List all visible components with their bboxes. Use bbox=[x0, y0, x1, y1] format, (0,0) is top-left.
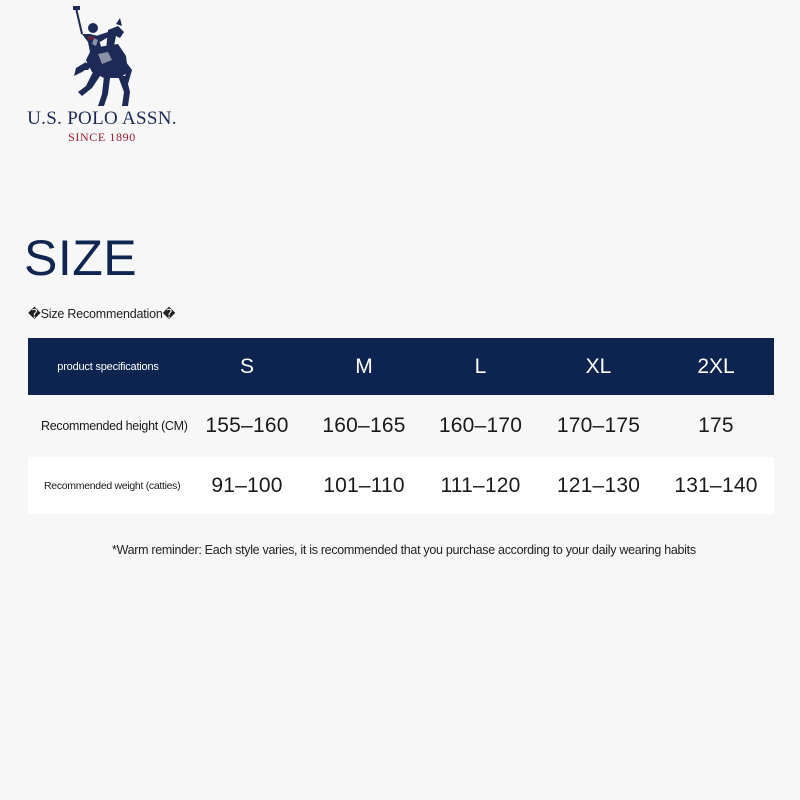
header-size-l: L bbox=[474, 354, 487, 378]
size-chart-table bbox=[28, 338, 774, 514]
row-label-weight: Recommended weight (catties) bbox=[44, 479, 181, 492]
polo-player-icon bbox=[68, 6, 134, 110]
table-header-row bbox=[28, 338, 774, 395]
weight-s: 91–100 bbox=[211, 473, 283, 497]
warm-reminder-note: *Warm reminder: Each style varies, it is recommended that you purchase according to your daily wearing habits bbox=[112, 543, 696, 557]
weight-l: 111–120 bbox=[440, 473, 521, 497]
header-size-2xl: 2XL bbox=[697, 354, 735, 378]
weight-2xl: 131–140 bbox=[674, 473, 758, 497]
height-2xl: 175 bbox=[698, 414, 734, 437]
brand-name: U.S. POLO ASSN. bbox=[27, 108, 177, 129]
height-xl: 170–175 bbox=[556, 414, 641, 437]
weight-m: 101–110 bbox=[323, 473, 405, 497]
weight-xl: 121–130 bbox=[556, 473, 641, 497]
brand-since: SINCE 1890 bbox=[68, 130, 136, 144]
table-row-height bbox=[28, 395, 774, 457]
header-size-s: S bbox=[239, 354, 254, 378]
height-m: 160–165 bbox=[322, 414, 406, 437]
brand-logo bbox=[22, 6, 182, 146]
section-subtitle: �Size Recommendation� bbox=[28, 307, 176, 321]
table-row-weight bbox=[28, 457, 774, 514]
header-size-xl: XL bbox=[585, 354, 612, 378]
header-spec-label: product specifications bbox=[57, 360, 159, 373]
page-title: SIZE bbox=[24, 230, 138, 286]
row-label-height: Recommended height (CM) bbox=[41, 419, 188, 433]
height-l: 160–170 bbox=[438, 414, 523, 437]
header-size-m: M bbox=[355, 354, 373, 378]
height-s: 155–160 bbox=[205, 414, 289, 437]
